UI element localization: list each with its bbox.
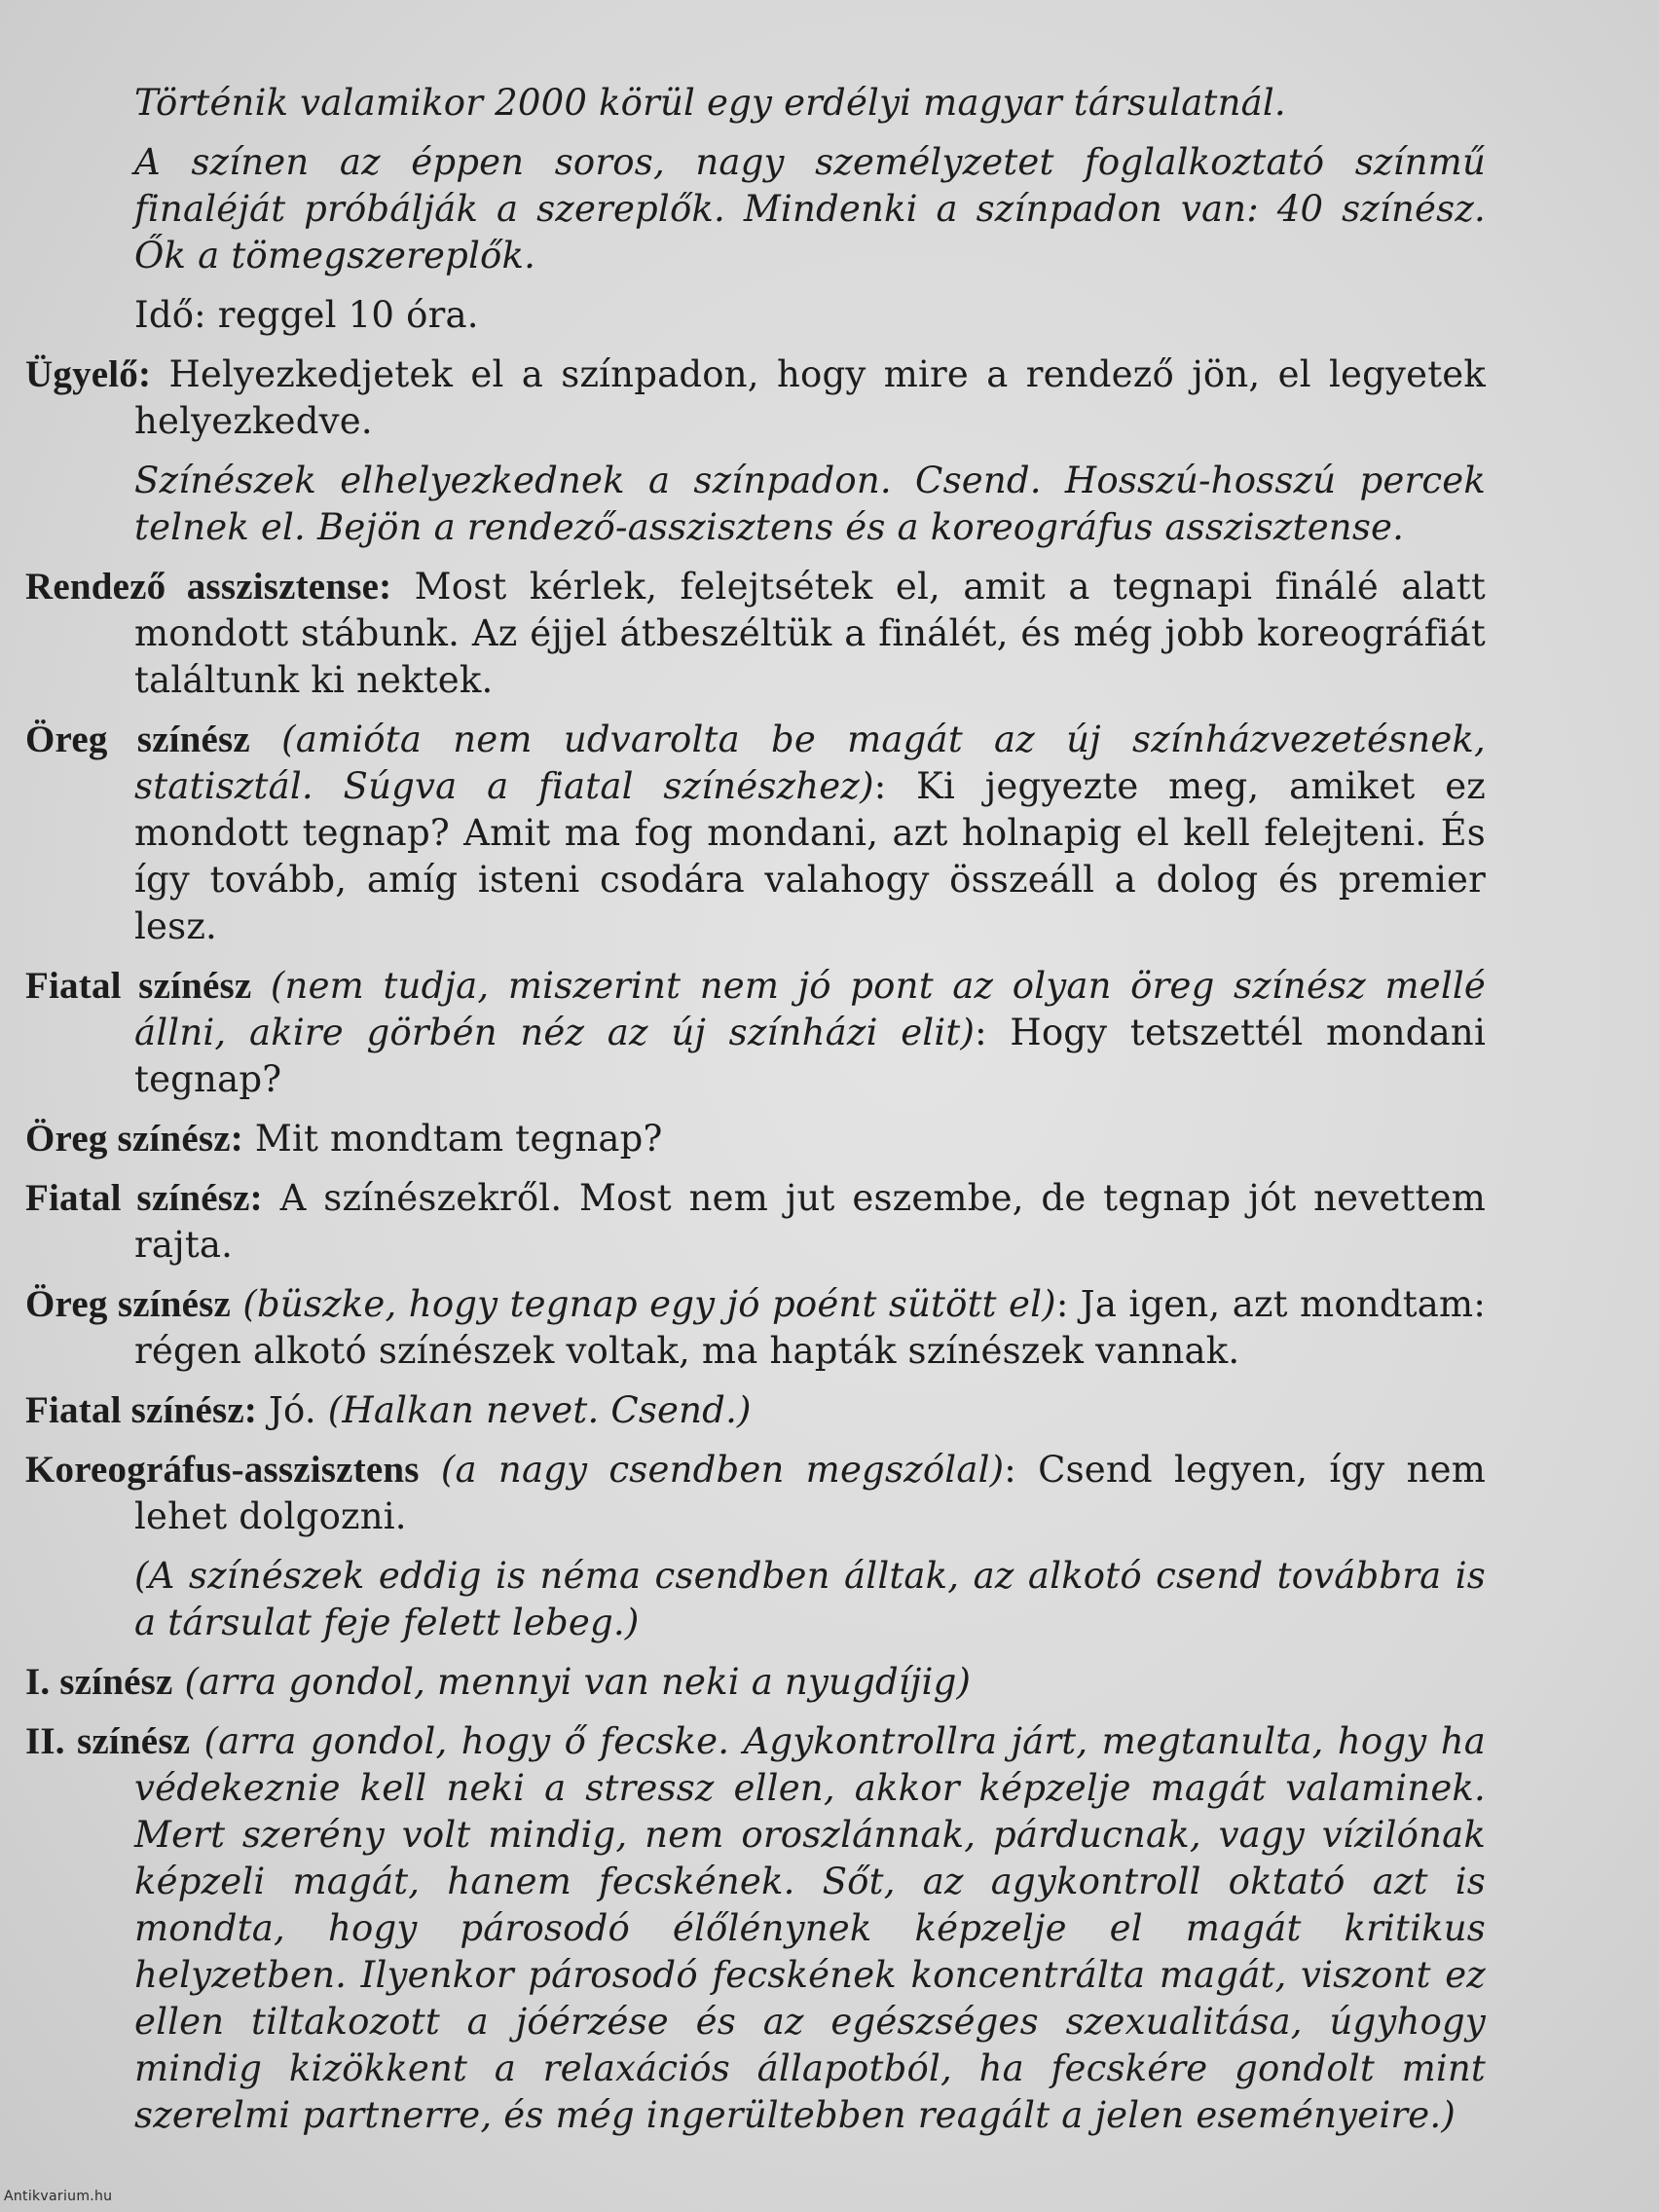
dialogue-line-oreg-szinesz [25,1281,1486,1375]
dialogue-line-fiatal-szinesz [25,1175,1486,1269]
speaker-direction: (nem tudja, miszerint nem jó pont az olyan öreg színész mellé állni, akire görbén néz az új színházi elit) [134,965,1487,1053]
dialogue-line-oreg-szinesz [25,717,1486,950]
intro-time: Idő: reggel 10 óra. [134,294,479,336]
speaker-name: Öreg színész: [25,1118,243,1160]
speech-text: : Hogy tetszettél mondani tegnap? [134,1012,1486,1100]
speaker-direction: (arra gondol, mennyi van neki a nyugdíjig) [172,1661,972,1703]
speaker-direction: (Halkan nevet. Csend.) [327,1389,752,1431]
speaker-name: Fiatal színész: [25,1177,263,1219]
script-text [25,80,1486,2152]
speech-text: : Ki jegyezte meg, amiket ez mondott tegnap? Amit ma fog mondani, azt holnapig el kell felejteni. És így tovább, amíg isteni csodára valahogy összeáll a dolog és premier lesz. [134,765,1486,947]
speaker-name: Koreográfus-asszisztens [25,1449,420,1491]
watermark: Antikvarium.hu [4,2189,113,2204]
dialogue-line-ugyelo [25,351,1486,445]
speech-text: Jó. [257,1389,328,1431]
speaker-direction: (amióta nem udvarolta be magát az új színházvezetésnek, statisztál. Súgva a fiatal színészhez) [134,719,1486,807]
speech-text: Helyezkedjetek el a színpadon, hogy mire a rendező jön, el legyetek helyezkedve. [134,353,1486,442]
speech-text: : Csend legyen, így nem lehet dolgozni. [134,1449,1486,1537]
dialogue-line-koreografus-asszisztens [25,1447,1486,1540]
dialogue-line-ii-szinesz [25,1718,1486,2139]
speech-text: : Ja igen, azt mondtam: régen alkotó színészek voltak, ma hapták színészek vannak. [134,1283,1486,1372]
speech-text: Mit mondtam tegnap? [242,1118,663,1160]
intro-scene: A színen az éppen soros, nagy személyzetet foglalkoztató színmű finaléját próbálják a szereplők. Mindenki a színpadon van: 40 színész. Ők a tömegszereplők. [134,141,1486,276]
speaker-name: Öreg színész [25,719,250,760]
speech-text: Most kérlek, felejtsétek el, amit a tegnapi finálé alatt mondott stábunk. Az éjjel átbeszéltük a finálét, és még jobb koreográfiát találtunk ki nektek. [134,566,1487,701]
dialogue-line-fiatal-szinesz [25,963,1486,1103]
speech-text: A színészekről. Most nem jut eszembe, de tegnap jót nevettem rajta. [134,1177,1486,1266]
speaker-name: Fiatal színész [25,965,252,1007]
dialogue-line-oreg-szinesz [25,1116,1486,1162]
stage-direction: (A színészek eddig is néma csendben álltak, az alkotó csend továbbra is a társulat feje felett lebeg.) [134,1555,1486,1643]
speaker-name: Fiatal színész: [25,1389,258,1431]
stage-direction: Színészek elhelyezkednek a színpadon. Csend. Hosszú-hosszú percek telnek el. Bejön a rendező-asszisztens és a koreográfus asszisztense. [134,460,1486,548]
speaker-name: II. színész [25,1720,191,1762]
speaker-direction: (arra gondol, hogy ő fecske. Agykontrollra járt, megtanulta, hogy ha védekeznie kell neki a stressz ellen, akkor képzelje magát valaminek. Mert szerény volt mindig, nem oroszlánnak, párducnak, vagy vízilónak képzeli magát, hanem fecskének. Sőt, az agykontroll oktató azt is mondta, hogy párosodó élőlénynek képzelje el magát kritikus helyzetben. Ilyenkor párosodó fecskének koncentrálta magát, viszont ez ellen tiltakozott a jóérzése és az egészséges szexualitása, úgyhogy mindig kizökkent a relaxációs állapotból, ha fecskére gondolt mint szerelmi partnerre, és még ingerültebben reagált a jelen eseményeire.) [134,1720,1486,2136]
dialogue-line-i-szinesz [25,1659,1486,1706]
speaker-name: I. színész [25,1661,173,1703]
dialogue-line-rendezo-asszisztense [25,564,1486,704]
speaker-direction: (büszke, hogy tegnap egy jó poént sütött el) [231,1283,1056,1325]
intro-setting: Történik valamikor 2000 körül egy erdélyi magyar társulatnál. [134,82,1286,124]
speaker-name: Rendező asszisztense: [25,566,392,608]
speaker-direction: (a nagy csendben megszólal) [419,1449,1005,1491]
speaker-name: Ügyelő: [25,353,152,395]
dialogue-line-fiatal-szinesz [25,1387,1486,1434]
speaker-name: Öreg színész [25,1283,232,1325]
